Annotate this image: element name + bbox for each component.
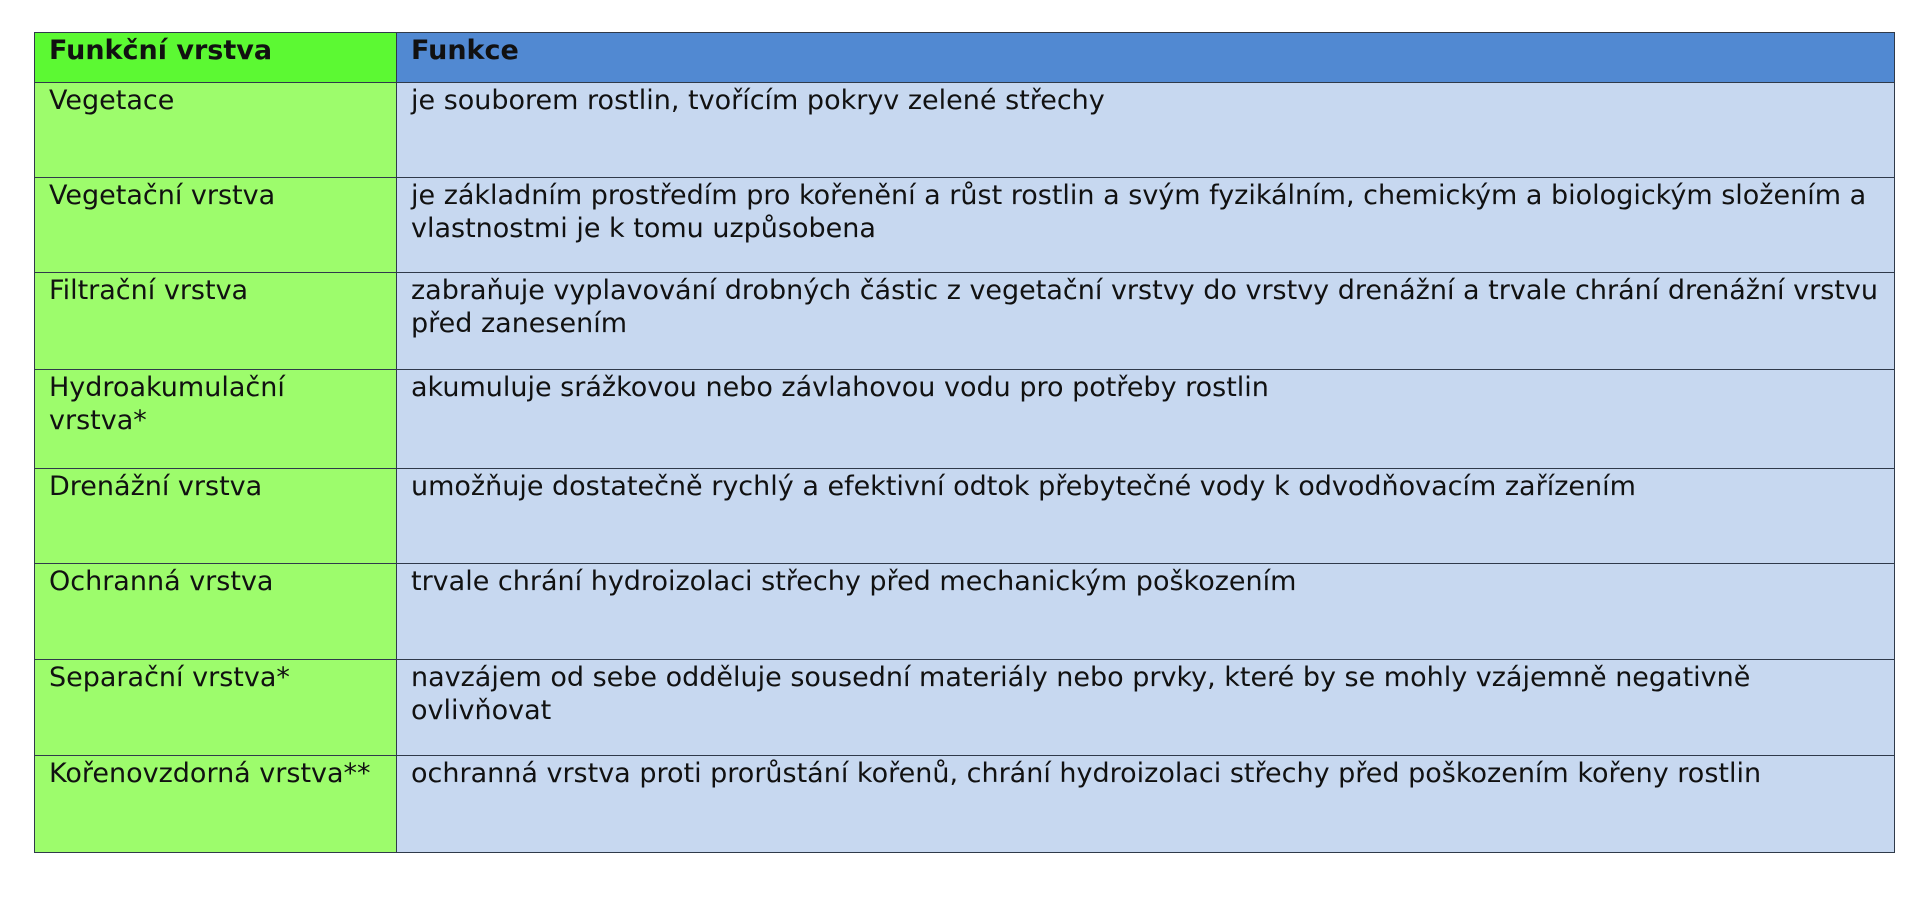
table-row <box>35 756 1895 853</box>
table-row <box>35 273 1895 370</box>
table-row <box>35 660 1895 756</box>
function-cell: je souborem rostlin, tvořícím pokryv zelené střechy <box>397 83 1895 178</box>
layer-cell: Kořenovzdorná vrstva** <box>35 756 397 853</box>
function-cell: navzájem od sebe odděluje sousední materiály nebo prvky, které by se mohly vzájemně negativně ovlivňovat <box>397 660 1895 756</box>
layer-cell: Vegetační vrstva <box>35 178 397 273</box>
table-row <box>35 469 1895 564</box>
table-row <box>35 83 1895 178</box>
function-cell: ochranná vrstva proti prorůstání kořenů, chrání hydroizolaci střechy před poškozením kořeny rostlin <box>397 756 1895 853</box>
layer-cell: Drenážní vrstva <box>35 469 397 564</box>
function-cell: akumuluje srážkovou nebo závlahovou vodu pro potřeby rostlin <box>397 370 1895 469</box>
green-roof-layers-table <box>34 32 1895 853</box>
layer-cell: Filtrační vrstva <box>35 273 397 370</box>
table-row <box>35 178 1895 273</box>
function-cell: zabraňuje vyplavování drobných částic z vegetační vrstvy do vrstvy drenážní a trvale chrání drenážní vrstvu před zanesením <box>397 273 1895 370</box>
layer-cell: Vegetace <box>35 83 397 178</box>
layer-cell: Separační vrstva* <box>35 660 397 756</box>
header-row <box>35 33 1895 83</box>
function-cell: umožňuje dostatečně rychlý a efektivní odtok přebytečné vody k odvodňovacím zařízením <box>397 469 1895 564</box>
header-function: Funkce <box>397 33 1895 83</box>
table-row <box>35 370 1895 469</box>
function-cell: je základním prostředím pro kořenění a růst rostlin a svým fyzikálním, chemickým a biologickým složením a vlastnostmi je k tomu uzpůsobena <box>397 178 1895 273</box>
layer-cell: Ochranná vrstva <box>35 564 397 660</box>
table-row <box>35 564 1895 660</box>
layer-cell: Hydroakumulační vrstva* <box>35 370 397 469</box>
header-layer: Funkční vrstva <box>35 33 397 83</box>
function-cell: trvale chrání hydroizolaci střechy před mechanickým poškozením <box>397 564 1895 660</box>
